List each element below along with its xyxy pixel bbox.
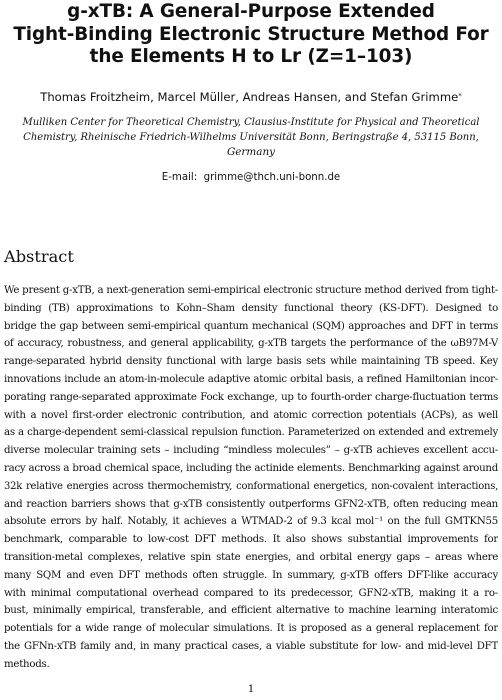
abstract-heading: Abstract <box>4 247 74 266</box>
abstract-line: methods. <box>4 658 50 670</box>
abstract-line: the GFNn-xTB family and, in many practical cases, a viable substitute for low- and mid-level DFT <box>4 640 498 652</box>
paper-title <box>8 1 494 69</box>
abstract-line: with a novel first-order electronic contribution, and atomic correction potentials (ACPs), as well <box>4 409 498 421</box>
abstract-line: racy across a broad chemical space, including the actinide elements. Benchmarking against around <box>4 462 498 474</box>
title-line: Tight-Binding Electronic Structure Method For <box>13 23 489 45</box>
abstract-line: range-separated hybrid density functional with large basis sets while maintaining TB speed. Key <box>4 356 498 368</box>
abstract-line: diverse molecular training sets – including “mindless molecules” – g-xTB achieves excellent accu- <box>4 445 498 457</box>
abstract-line: of accuracy, robustness, and general applicability, g-xTB targets the performance of the ωB97M-V <box>4 338 498 350</box>
abstract-line: and reaction barriers shows that g-xTB consistently outperforms GFN2-xTB, often reducing mean <box>4 498 498 510</box>
abstract-line: potentials for a wide range of molecular simulations. It is proposed as a general replacement for <box>4 623 498 635</box>
abstract-line: binding (TB) approximations to Kohn–Sham density functional theory (KS-DFT). Designed to <box>4 302 498 314</box>
abstract-line: transition-metal complexes, relative spin state energies, and orbital energy gaps – areas where <box>4 551 498 563</box>
abstract-body <box>4 282 498 674</box>
corresponding-author-mark: * <box>458 92 462 100</box>
affiliation <box>20 116 482 160</box>
abstract-line: as a charge-dependent semi-classical repulsion function. Parameterized on extended and extremely <box>4 427 498 439</box>
author-names: Thomas Froitzheim, Marcel Müller, Andreas Hansen, and Stefan Grimme <box>40 90 459 104</box>
abstract-line: many SQM and even DFT methods often struggle. In summary, g-xTB offers DFT-like accuracy <box>4 569 498 581</box>
abstract-line: benchmark, comparable to low-cost DFT methods. It also shows substantial improvements for <box>4 534 498 546</box>
affiliation-line: Chemistry, Rheinische Friedrich-Wilhelms Universität Bonn, Beringstraße 4, 53115 Bonn, <box>23 131 479 143</box>
abstract-line: bridge the gap between semi-empirical quantum mechanical (SQM) approaches and DFT in terms <box>4 320 498 332</box>
abstract-line: We present g-xTB, a next-generation semi-empirical electronic structure method derived from tight- <box>4 285 498 296</box>
abstract-line: porating range-separated approximate Fock exchange, up to fourth-order charge-fluctuation terms <box>4 391 498 403</box>
abstract-line: innovations include an atom-in-molecule adaptive atomic orbital basis, a refined Hamiltonian incor- <box>4 373 498 385</box>
email-label: E-mail: <box>161 172 198 183</box>
abstract-line: with minimal computational overhead compared to its predecessor, GFN2-xTB, making it a ro- <box>4 587 498 599</box>
title-line: g-xTB: A General-Purpose Extended <box>67 1 435 22</box>
email-address[interactable]: grimme@thch.uni-bonn.de <box>203 172 341 183</box>
abstract-line: bust, minimally empirical, transferable, and efficient alternative to machine learning interatomic <box>4 605 498 617</box>
abstract-line: absolute errors by half. Notably, it achieves a WTMAD-2 of 9.3 kcal mol⁻¹ on the full GMTKN55 <box>4 516 498 528</box>
contact-email <box>0 171 502 184</box>
affiliation-line: Mulliken Center for Theoretical Chemistry, Clausius-Institute for Physical and Theoretical <box>22 117 480 128</box>
title-line: the Elements H to Lr (Z=1–103) <box>89 46 413 67</box>
author-list <box>0 90 502 104</box>
affiliation-line: Germany <box>226 146 276 159</box>
page-number: 1 <box>247 683 255 695</box>
abstract-line: 32k relative energies across thermochemistry, conformational energetics, non-covalent interactions, <box>4 480 498 492</box>
